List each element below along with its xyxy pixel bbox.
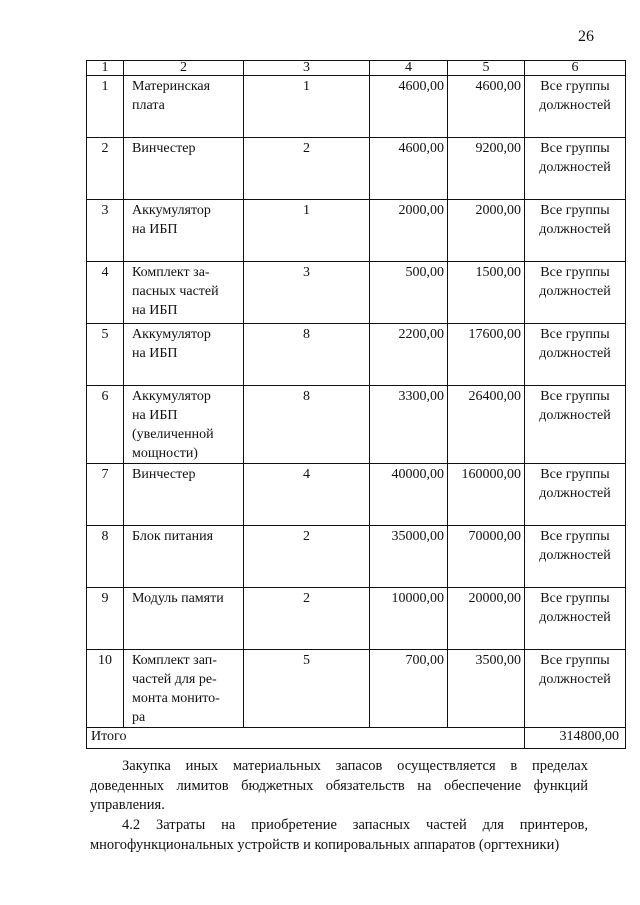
- quantity-cell: 1: [244, 76, 370, 138]
- item-name-cell-line: Винчестер: [132, 141, 196, 156]
- item-name-cell-line: на ИБП: [132, 346, 178, 361]
- quantity-cell: 1: [244, 200, 370, 262]
- table-row: [87, 76, 626, 138]
- item-name-cell-line: Материнская: [132, 79, 211, 94]
- item-name-cell-line: мощности): [132, 446, 198, 461]
- price-cell: 35000,00: [370, 526, 448, 588]
- position-group-cell-line: должностей: [539, 672, 611, 687]
- item-name-cell: [124, 200, 244, 262]
- quantity-cell: 2: [244, 526, 370, 588]
- table-row: [87, 464, 626, 526]
- item-name-cell-line: на ИБП: [132, 408, 178, 423]
- table-row: [87, 588, 626, 650]
- position-group-cell: [525, 138, 626, 200]
- total-label: Итого: [87, 728, 525, 749]
- item-name-cell: [124, 138, 244, 200]
- position-group-cell: [525, 650, 626, 728]
- position-group-cell: [525, 200, 626, 262]
- price-cell: 4600,00: [370, 138, 448, 200]
- position-group-cell-line: должностей: [539, 346, 611, 361]
- item-name-cell-line: на ИБП: [132, 303, 178, 318]
- price-cell: 2200,00: [370, 324, 448, 386]
- table-row: [87, 138, 626, 200]
- header-cell: 4: [370, 61, 448, 76]
- row-number-cell: 5: [87, 324, 124, 386]
- table-header-row: [87, 61, 626, 76]
- position-group-cell-line: должностей: [539, 548, 611, 563]
- row-number-cell: 2: [87, 138, 124, 200]
- item-name-cell: [124, 386, 244, 464]
- row-number-cell: 6: [87, 386, 124, 464]
- sum-cell: 3500,00: [448, 650, 525, 728]
- quantity-cell: 4: [244, 464, 370, 526]
- position-group-cell-line: Все группы: [540, 203, 610, 218]
- position-group-cell-line: Все группы: [540, 79, 610, 94]
- price-cell: 700,00: [370, 650, 448, 728]
- item-name-cell: [124, 262, 244, 324]
- price-cell: 40000,00: [370, 464, 448, 526]
- item-name-cell-line: Комплект зап-: [132, 653, 217, 668]
- price-cell: 4600,00: [370, 76, 448, 138]
- position-group-cell-line: Все группы: [540, 591, 610, 606]
- item-name-cell-line: частей для ре-: [132, 672, 217, 687]
- item-name-cell: [124, 324, 244, 386]
- total-value: 314800,00: [525, 728, 626, 749]
- sum-cell: 17600,00: [448, 324, 525, 386]
- position-group-cell-line: должностей: [539, 284, 611, 299]
- quantity-cell: 2: [244, 588, 370, 650]
- position-group-cell-line: Все группы: [540, 389, 610, 404]
- position-group-cell-line: должностей: [539, 408, 611, 423]
- item-name-cell-line: Модуль памяти: [132, 591, 224, 606]
- section-heading-4-2: 4.2 Затраты на приобретение запасных частей для принтеров, многофункциональных устройств и копировальных аппаратов (оргтехники): [90, 817, 588, 853]
- row-number-cell: 10: [87, 650, 124, 728]
- item-name-cell-line: ра: [132, 710, 146, 725]
- position-group-cell-line: должностей: [539, 486, 611, 501]
- item-name-cell-line: (увеличенной: [132, 427, 214, 442]
- position-group-cell-line: Все группы: [540, 327, 610, 342]
- position-group-cell-line: Все группы: [540, 141, 610, 156]
- sum-cell: 20000,00: [448, 588, 525, 650]
- position-group-cell: [525, 76, 626, 138]
- price-cell: 500,00: [370, 262, 448, 324]
- position-group-cell-line: должностей: [539, 222, 611, 237]
- position-group-cell: [525, 526, 626, 588]
- quantity-cell: 8: [244, 324, 370, 386]
- sum-cell: 9200,00: [448, 138, 525, 200]
- quantity-cell: 3: [244, 262, 370, 324]
- sum-cell: 4600,00: [448, 76, 525, 138]
- item-name-cell-line: Комплект за-: [132, 265, 210, 280]
- position-group-cell: [525, 464, 626, 526]
- item-name-cell: [124, 464, 244, 526]
- quantity-cell: 5: [244, 650, 370, 728]
- position-group-cell: [525, 262, 626, 324]
- item-name-cell-line: Аккумулятор: [132, 203, 211, 218]
- position-group-cell-line: должностей: [539, 610, 611, 625]
- item-name-cell-line: Винчестер: [132, 467, 196, 482]
- sum-cell: 70000,00: [448, 526, 525, 588]
- total-row: [87, 728, 626, 749]
- position-group-cell-line: Все группы: [540, 529, 610, 544]
- header-cell: 2: [124, 61, 244, 76]
- page-number: 26: [578, 28, 594, 45]
- sum-cell: 26400,00: [448, 386, 525, 464]
- item-name-cell: [124, 76, 244, 138]
- table-row: [87, 526, 626, 588]
- price-cell: 2000,00: [370, 200, 448, 262]
- row-number-cell: 4: [87, 262, 124, 324]
- quantity-cell: 2: [244, 138, 370, 200]
- paragraph-procurement-note: Закупка иных материальных запасов осуществляется в пределах доведенных лимитов бюджетных обязательств на обеспечение функций управления.: [90, 758, 588, 813]
- materials-table: [86, 60, 626, 749]
- price-cell: 3300,00: [370, 386, 448, 464]
- position-group-cell-line: должностей: [539, 98, 611, 113]
- row-number-cell: 1: [87, 76, 124, 138]
- table-row: [87, 324, 626, 386]
- item-name-cell-line: Аккумулятор: [132, 389, 211, 404]
- item-name-cell-line: монта монито-: [132, 691, 220, 706]
- position-group-cell: [525, 588, 626, 650]
- item-name-cell: [124, 526, 244, 588]
- item-name-cell-line: на ИБП: [132, 222, 178, 237]
- position-group-cell-line: должностей: [539, 160, 611, 175]
- item-name-cell: [124, 588, 244, 650]
- position-group-cell: [525, 324, 626, 386]
- row-number-cell: 9: [87, 588, 124, 650]
- header-cell: 1: [87, 61, 124, 76]
- table-row: [87, 650, 626, 728]
- item-name-cell-line: плата: [132, 98, 165, 113]
- sum-cell: 2000,00: [448, 200, 525, 262]
- header-cell: 3: [244, 61, 370, 76]
- row-number-cell: 8: [87, 526, 124, 588]
- item-name-cell-line: Блок питания: [132, 529, 214, 544]
- item-name-cell-line: пасных частей: [132, 284, 219, 299]
- sum-cell: 160000,00: [448, 464, 525, 526]
- header-cell: 6: [525, 61, 626, 76]
- item-name-cell-line: Аккумулятор: [132, 327, 211, 342]
- position-group-cell-line: Все группы: [540, 467, 610, 482]
- header-cell: 5: [448, 61, 525, 76]
- position-group-cell: [525, 386, 626, 464]
- position-group-cell-line: Все группы: [540, 653, 610, 668]
- row-number-cell: 3: [87, 200, 124, 262]
- position-group-cell-line: Все группы: [540, 265, 610, 280]
- row-number-cell: 7: [87, 464, 124, 526]
- table-row: [87, 262, 626, 324]
- item-name-cell: [124, 650, 244, 728]
- price-cell: 10000,00: [370, 588, 448, 650]
- sum-cell: 1500,00: [448, 262, 525, 324]
- table-row: [87, 386, 626, 464]
- table-row: [87, 200, 626, 262]
- quantity-cell: 8: [244, 386, 370, 464]
